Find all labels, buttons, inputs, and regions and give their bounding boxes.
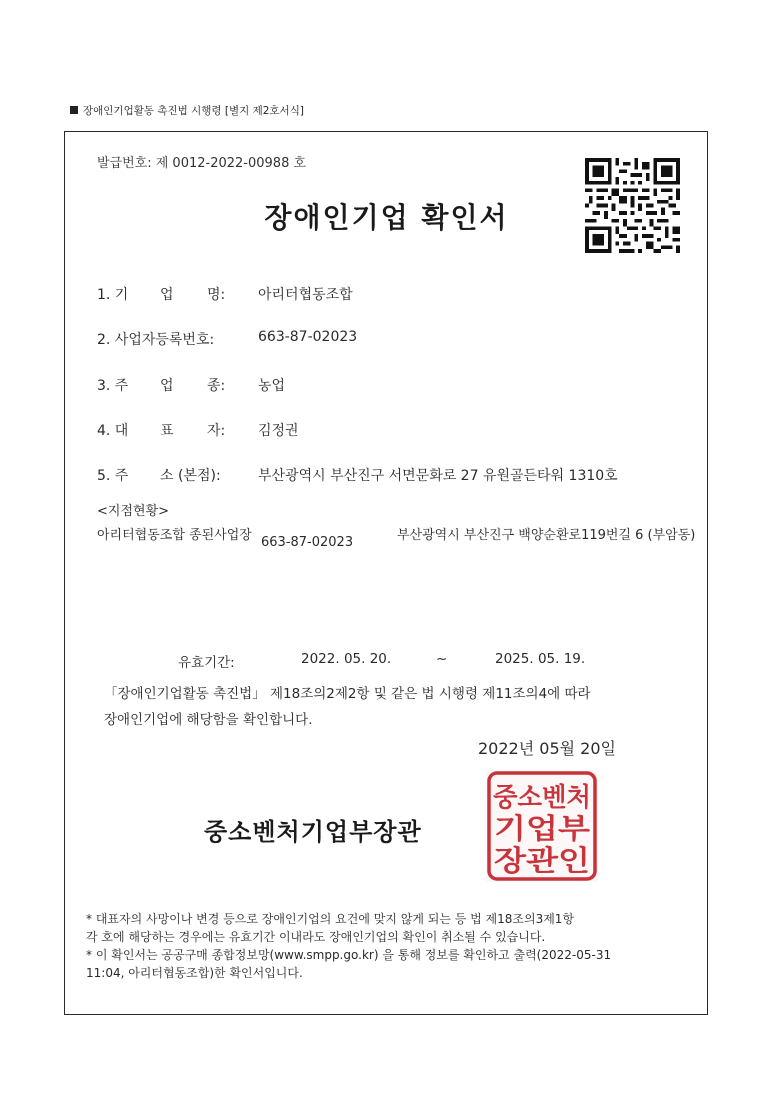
field-label-representative-num: 4. 대 (97, 423, 129, 439)
field-label-representative-mid: 표 (160, 423, 174, 439)
form-reference-text: 장애인기업활동 촉진법 시행령 [별지 제2호서식] (83, 105, 304, 117)
document-frame (64, 131, 708, 1015)
note-line-3: * 이 확인서는 공공구매 종합정보망(www.smpp.go.kr) 을 통해 정보를 확인하고 출력(2022-05-31 (86, 948, 612, 962)
note-line-2: 각 호에 해당하는 경우에는 유효기간 이내라도 장애인기업의 확인이 취소될 수 있습니다. (86, 930, 546, 944)
field-label-company-mid: 업 (160, 287, 174, 303)
field-label-address-num: 5. 주 (97, 468, 129, 484)
field-label-industry-end: 종: (207, 378, 226, 394)
field-value-business-number: 663-87-02023 (258, 329, 358, 345)
note-line-1: * 대표자의 사망이나 변경 등으로 장애인기업의 요건에 맞지 않게 되는 등 법 제18조의3제1항 (86, 912, 575, 926)
field-label-business-number: 2. 사업자등록번호: (97, 332, 215, 348)
field-value-address: 부산광역시 부산진구 서면문화로 27 유원골든타워 1310호 (258, 468, 618, 484)
field-label-company-num: 1. 기 (97, 287, 129, 303)
field-label-company-end: 명: (207, 287, 226, 303)
field-value-representative: 김정권 (258, 423, 299, 439)
validity-end: 2025. 05. 19. (495, 651, 586, 667)
validity-separator: ~ (436, 651, 448, 667)
confirmation-line-1: 「장애인기업활동 촉진법」 제18조의2제2항 및 같은 법 시행령 제11조의4에 따라 (104, 686, 591, 702)
field-label-industry-mid: 업 (160, 378, 174, 394)
official-seal-icon (486, 770, 598, 882)
branch-address: 부산광역시 부산진구 백양순환로119번길 6 (부암동) (397, 528, 696, 543)
branch-number: 663-87-02023 (261, 535, 354, 550)
field-value-company: 아리터협동조합 (258, 287, 353, 303)
square-bullet-icon (70, 106, 78, 114)
seal-line-2: 기업부 (494, 812, 590, 845)
field-value-industry: 농업 (258, 378, 286, 394)
field-label-industry-num: 3. 주 (97, 378, 129, 394)
issue-date: 2022년 05월 20일 (478, 739, 616, 758)
form-reference (70, 103, 304, 118)
document-title: 장애인기업 확인서 (264, 201, 509, 234)
field-label-representative-end: 자: (207, 423, 226, 439)
confirmation-line-2: 장애인기업에 해당함을 확인합니다. (104, 712, 313, 728)
seal-line-3: 장관인 (494, 844, 590, 877)
branch-name: 아리터협동조합 종된사업장 (97, 528, 252, 543)
issue-number: 발급번호: 제 0012-2022-00988 호 (97, 156, 307, 171)
branch-heading: <지점현황> (97, 504, 170, 519)
issuer-title: 중소벤처기업부장관 (204, 818, 422, 846)
validity-label: 유효기간: (178, 655, 235, 671)
validity-start: 2022. 05. 20. (301, 651, 392, 667)
seal-line-1: 중소벤처 (493, 783, 594, 813)
field-label-address-end: 소 (본점): (160, 468, 221, 484)
note-line-4: 11:04, 아리터협동조합)한 확인서입니다. (86, 966, 303, 980)
